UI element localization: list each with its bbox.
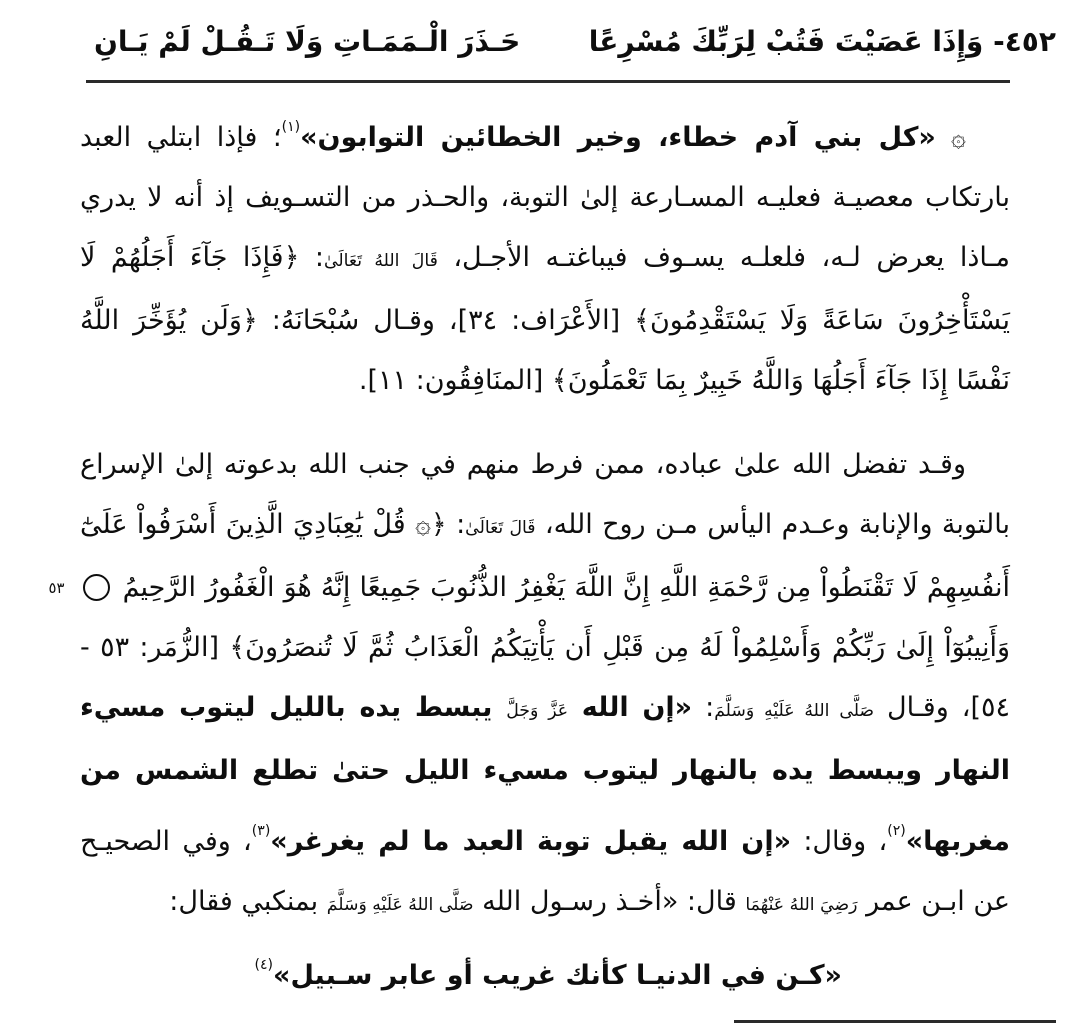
text-segment: [المنَافِقُون: ١١] [367, 365, 552, 396]
text-segment: ، وقال: [791, 826, 888, 857]
text-segment: يبسط يده بالليل ليتوب مسيء النهار ويبسط يده بالنهار ليتوب مسيء الليل حتىٰ تطلع الشمس من مغربها» [80, 692, 1011, 857]
body-paragraphs [48, 97, 1011, 1006]
header-divider-rule [86, 80, 1010, 83]
text-segment: وَأَنِيبُوٓاْ إِلَىٰ رَبِّكُمْ وَأَسْلِمُواْ لَهُ مِن قَبْلِ أَن يَأْتِيَكُمُ الْعَذَابُ ثُمَّ لَا تُنصَرُونَ﴾ [229, 632, 1011, 663]
text-segment: [الأَعْرَاف: ٣٤] [457, 305, 635, 336]
text-segment: صَلَّى اللهُ عَلَيْهِ وَسَلَّمَ [714, 701, 875, 721]
poetry-hemistich-first: ٤٥٢- وَإِذَا عَصَيْتَ فَتُبْ لِرَبِّكَ مُسْرِعًا [588, 25, 1056, 58]
paragraph-allah-grace-on-servants [48, 435, 1011, 935]
paragraph-stranger-hadith-quote [80, 935, 842, 1006]
text-segment: ؛ فإذا ابتلي العبد بارتكاب معصيـة فعليـه المسـارعة إلىٰ التوبة، والحـذر من التسـويف إذ أنه لا يدري مـاذا يعرض لـه، فلعلـه يسـوف فيباغتـه الأجـل، [80, 122, 1010, 273]
text-segment: قَالَ اللهُ تَعَالَىٰ [323, 251, 438, 271]
text-segment: ﴿وَلَن يُؤَخِّرَ اللَّهُ نَفْسًا إِذَا جَآءَ أَجَلُهَا وَاللَّهُ خَبِيرٌ بِمَا تَعْمَلُونَ﴾ [80, 305, 1010, 396]
text-segment: . [358, 365, 368, 396]
text-segment: «إن الله [568, 692, 693, 723]
text-segment: ، وقـال [874, 692, 971, 723]
text-segment: صَلَّى اللهُ عَلَيْهِ وَسَلَّمَ [326, 895, 474, 915]
text-segment: بمنكبي فقال: [169, 886, 327, 917]
text-segment: : [299, 242, 324, 273]
text-segment: وقـد تفضل الله علىٰ عباده، ممن فرط منهم في جنب الله بدعوته إلىٰ الإسراع بالتوبة والإنابة وعـدم اليأس مـن روح الله، [80, 449, 1010, 540]
paragraph-hasten-to-repentance [80, 97, 1010, 411]
poetry-hemistich-second: حَـذَرَ الْـمَمَـاتِ وَلَا تَـقُـلْ لَمْ يَـانِ [94, 25, 521, 58]
text-segment: : [692, 692, 715, 723]
text-segment: ، وفي الصحيـح عن ابـن عمر [80, 826, 1010, 917]
text-segment: ﴿فَإِذَا جَآءَ أَجَلُهُمْ لَا يَسْتَأْخِرُونَ سَاعَةً وَلَا يَسْتَقْدِمُونَ﴾ [80, 242, 1010, 336]
text-segment: [الزُّمَر: ٥٣ - ٥٤] [80, 632, 1010, 723]
footnote-marker: (١) [281, 119, 301, 135]
ayah-number-marker: ٥٣ [83, 574, 110, 601]
footnote-marker: (٢) [887, 823, 906, 839]
text-segment: رَضِيَ اللهُ عَنْهُمَا [745, 895, 858, 915]
poetry-verse-452 [24, 12, 1056, 68]
footnote-marker: (٣) [251, 823, 271, 839]
text-segment: عَزَّ وَجَلَّ [506, 701, 569, 721]
text-segment: ، وقـال سُبْحَانَهُ: [257, 305, 458, 336]
footnote-marker: (٤) [254, 957, 274, 973]
text-segment: قال: «أخـذ رسـول الله [473, 886, 746, 917]
text-segment: «كل بني آدم خطاء، وخير الخطائين التوابون» [300, 122, 936, 153]
text-segment: «كـن في الدنيـا كأنك غريب أو عابر سـبيل» [273, 960, 842, 991]
text-segment: قَالَ تَعَالَىٰ [465, 518, 536, 538]
text-segment: : [446, 509, 466, 540]
rosette-ornament-icon: ۞ [935, 123, 966, 153]
text-segment: ﴿۞ قُلْ يَٰعِبَادِيَ الَّذِينَ أَسْرَفُواْ عَلَىٰٓ أَنفُسِهِمْ لَا تَقْنَطُواْ مِن رَّحْمَةِ اللَّهِ إِنَّ اللَّهَ يَغْفِرُ الذُّنُوبَ جَمِيعًا إِنَّهُ هُوَ الْغَفُورُ الرَّحِيمُ [80, 509, 1010, 603]
text-segment: «إن الله يقبل توبة العبد ما لم يغرغر» [270, 826, 792, 857]
